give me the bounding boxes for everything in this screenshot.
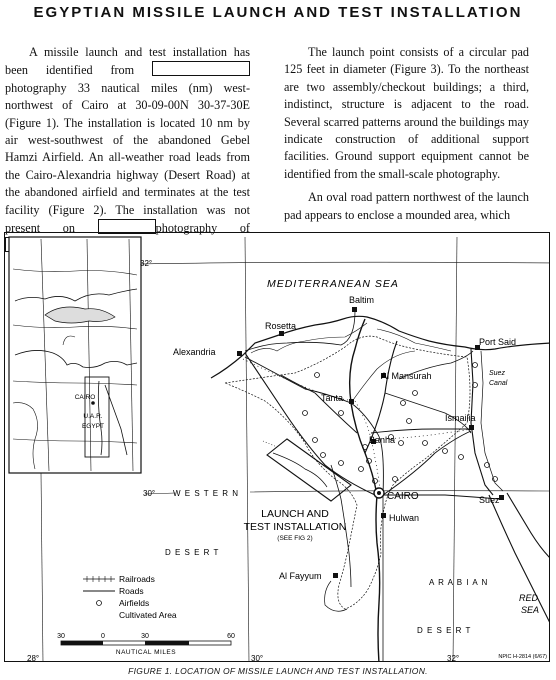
city-label-baltim: Baltim: [349, 295, 375, 305]
text-column-right: [284, 44, 529, 224]
city-label-port-said: Port Said: [479, 337, 517, 347]
city-label-hulwan: Hulwan: [389, 513, 420, 523]
inset-uar-label: U.A.R.: [83, 413, 103, 420]
map-legend: [83, 574, 177, 620]
npic-reference: NPIC H-2814 (6/67): [498, 654, 547, 660]
lon-30-label: 30°: [251, 654, 264, 662]
western-label: W E S T E R N: [173, 489, 240, 498]
city-label-ismailia: Ismailia: [445, 413, 476, 423]
desert-label-west: D E S E R T: [165, 548, 220, 557]
map-drawing: [5, 233, 550, 662]
red-sea-label: SEA: [521, 605, 540, 615]
paragraph-text: photography 33 nautical miles (nm) west-northwest of Cairo at 30-09-00N 30-37-30E (Figure 1). The installation is located 10 nm by air west-southwest of the abandoned Gebel Hamzi Airfield. An all-weather road leads from the Cairo-Alexandria highway (Desert Road) at the abandoned airfield and terminates at the test facility (Figure 2). The installation was not present on: [5, 80, 250, 236]
scale-bar: [57, 633, 235, 656]
location-map: [4, 232, 550, 662]
lon-28-label: 28°: [27, 654, 40, 662]
cultivated-area-outline: [225, 336, 470, 609]
longitude-line-32: [453, 237, 457, 662]
city-label-mansurah: Al Mansurah: [381, 371, 432, 381]
legend-cultivated: Cultivated Area: [119, 610, 177, 620]
desert-label-east: D E S E R T: [417, 626, 472, 635]
text-column-left: [5, 44, 250, 256]
city-label-tanta: Tanta: [321, 393, 344, 403]
legend-airfields: Airfields: [119, 598, 150, 608]
redaction-box: [152, 61, 250, 76]
scale-tick: 30: [57, 633, 65, 640]
latitude-line-32: [141, 262, 550, 264]
longitude-line-30: [245, 237, 249, 662]
city-label-banha: Banha: [369, 435, 396, 445]
scale-tick: 0: [101, 633, 105, 640]
inset-egypt-label: EGYPT: [81, 423, 105, 430]
suez-canal-label: Suez: [489, 370, 505, 377]
mediterranean-sea-label: MEDITERRANEAN SEA: [267, 278, 399, 290]
launch-site-label: LAUNCH AND: [261, 508, 329, 520]
paragraph-text: photography of: [155, 221, 250, 236]
figure-caption: FIGURE 1. LOCATION OF MISSILE LAUNCH AND TEST INSTALLATION.: [128, 666, 428, 676]
coastline: [211, 316, 550, 378]
paragraph: An oval road pattern northwest of the launch pad appears to enclose a mounded area, which: [284, 190, 529, 222]
paragraph-text: A missile launch and test installation has been identified from: [5, 45, 250, 78]
arabian-label: A R A B I A N: [429, 578, 489, 587]
city-label-suez: Suez: [479, 495, 500, 505]
lon-32-label: 32°: [447, 654, 460, 662]
launch-site-ref: (SEE FIG 2): [277, 535, 313, 542]
lat-30-label: 30°: [143, 489, 156, 498]
inset-map: [9, 237, 141, 473]
page-title: EGYPTIAN MISSILE LAUNCH AND TEST INSTALLATION: [33, 4, 523, 21]
suez-canal-label: Canal: [489, 380, 508, 387]
scale-tick: 30: [141, 633, 149, 640]
city-label-cairo: CAIRO: [387, 491, 419, 502]
scale-tick: 60: [227, 633, 235, 640]
paragraph: The launch point consists of a circular pad 125 feet in diameter (Figure 3). To the northeast are two assembly/checkout buildings; a third, indistinct, structure is adjacent to the road. Several scarred patterns around the buildings may indicate construction of additional support facilities. Ground support equipment cannot be identified from the small-scale photography.: [284, 45, 529, 181]
longitude-line-28: [41, 473, 43, 662]
red-sea-label: RED: [519, 593, 539, 603]
city-label-rosetta: Rosetta: [265, 321, 297, 331]
paragraph: [5, 44, 250, 256]
legend-roads: Roads: [119, 586, 144, 596]
launch-site-label: TEST INSTALLATION: [243, 521, 347, 533]
scale-unit: NAUTICAL MILES: [115, 649, 177, 656]
city-label-fayyum: Al Fayyum: [279, 571, 322, 581]
city-label-alexandria: Alexandria: [173, 347, 216, 357]
legend-railroads: Railroads: [119, 574, 155, 584]
lat-32-label: 32°: [140, 259, 153, 268]
inset-cairo-label: CAIRO: [74, 394, 96, 401]
